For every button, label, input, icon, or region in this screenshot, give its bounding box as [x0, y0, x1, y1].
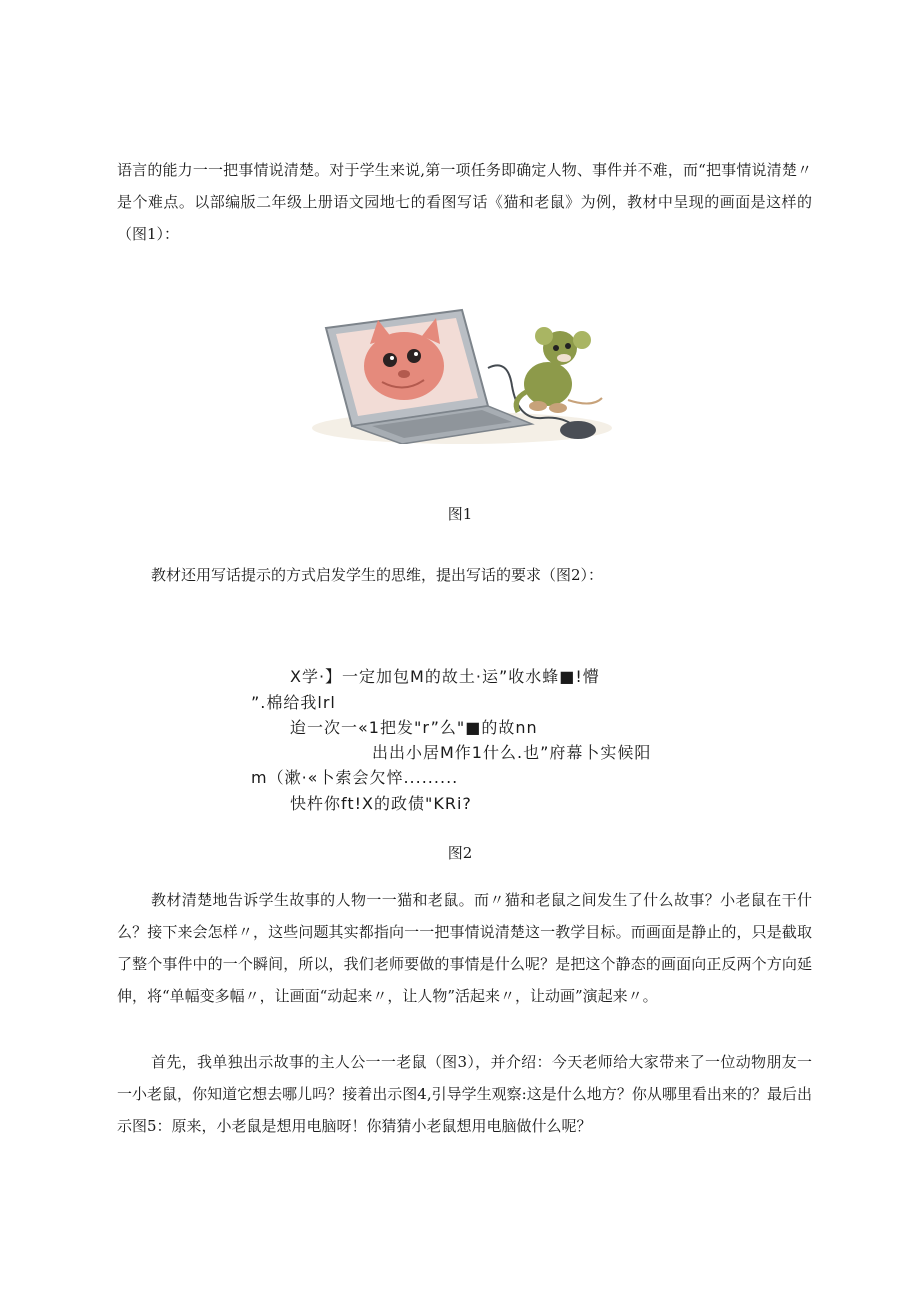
computer-mouse-icon [560, 421, 596, 439]
paragraph-teaching-steps: 首先，我单独出示故事的主人公一一老鼠（图3），并介绍：今天老师给大家带来了一位动物朋友一一小老鼠，你知道它想去哪儿吗？接着出示图4,引导学生观察:这是什么地方？你从哪里看出来的？最后出示图5：原来，小老鼠是想用电脑呀！你猜猜小老鼠想用电脑做什么呢？ [117, 1053, 812, 1135]
figure-1-illustration [312, 308, 612, 444]
figure-1-caption: 图1 [447, 505, 473, 523]
figure-2-line: ”.棉给我lrl [251, 693, 336, 712]
paragraph-writing-prompt: 教材还用写话提示的方式启发学生的思维，提出写话的要求（图2）： [151, 566, 604, 584]
figure-2-line: X学·】一定加包M的故土·运”收水蜂■!懵 [290, 667, 600, 686]
cat-mouse-laptop-illustration [312, 308, 612, 444]
paragraph-analysis: 教材清楚地告诉学生故事的人物一一猫和老鼠。而〃猫和老鼠之间发生了什么故事？小老鼠在干什么？接下来会怎样〃，这些问题其实都指向一一把事情说清楚这一教学目标。而画面是静止的，只是截取了整个事件中的一个瞬间，所以，我们老师要做的事情是什么呢？是把这个静态的画面向正反两个方向延伸，将“单幅变多幅〃，让画面“动起来〃，让人物”活起来〃，让动画”演起来〃。 [117, 891, 812, 1005]
figure-2-line: 迨一次一«1把发"r”么"■的故nn [290, 718, 538, 737]
figure-2-caption: 图2 [447, 844, 473, 862]
figure-2-line: m（漱·«卜索会欠悴......... [251, 768, 459, 787]
mouse-animal-icon [516, 327, 602, 413]
paragraph-intro: 语言的能力一一把事情说清楚。对于学生来说,第一项任务即确定人物、事件并不难，而“把事情说清楚〃是个难点。以部编版二年级上册语文园地七的看图写话《猫和老鼠》为例，教材中呈现的画面是这样的（图1）： [117, 161, 812, 243]
figure-2-line: 快杵你ft!X的政债"KRi? [290, 794, 472, 813]
figure-2-line: 出出小居M作1什么.也”府幕卜实候阳 [372, 743, 652, 762]
